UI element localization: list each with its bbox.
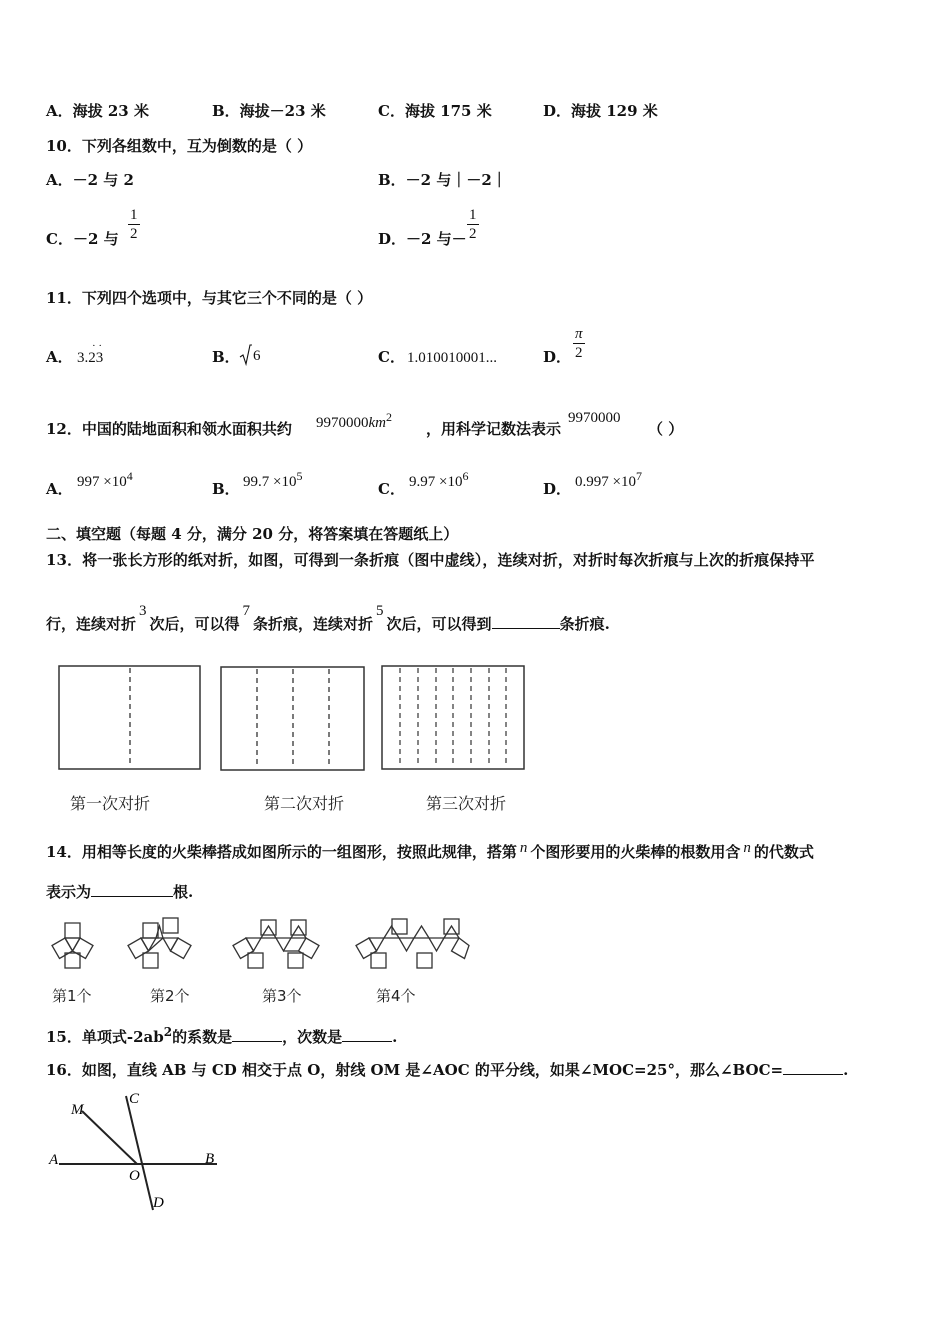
area-exponent: 2 (386, 410, 392, 424)
fraction-denominator: 2 (469, 226, 477, 242)
q14-text: 的代数式 (753, 843, 814, 861)
q12-stem-part3: （ ） (648, 420, 684, 438)
times-ten: ×10 (439, 474, 463, 490)
fold-caption-3: 第三次对折 (426, 794, 507, 813)
q16-text: 16．如图，直线 AB 与 CD 相交于点 O，射线 OM 是∠AOC 的平分线，如果∠MOC=25°，那么∠BOC= (46, 1061, 784, 1079)
q15-text: . (392, 1028, 398, 1046)
q12-number: 9970000 (568, 410, 621, 426)
fraction-denominator: 2 (575, 345, 583, 361)
q10-option-a: A．－2 与 2 (46, 171, 134, 189)
label-d: D (153, 1195, 164, 1211)
area-unit: km (368, 415, 386, 431)
mantissa: 0.997 (575, 474, 609, 490)
q12-stem-part2: ，用科学记数法表示 (426, 420, 562, 438)
q14-text: 个图形要用的火柴棒的根数用含 (530, 843, 741, 861)
matchstick-caption-3: 第3个 (262, 987, 302, 1005)
q13-line1: 13．将一张长方形的纸对折，如图，可得到一条折痕（图中虚线），连续对折，对折时每次折痕与上次的折痕保持平 (46, 551, 815, 569)
var-n: n (519, 840, 528, 856)
q11-d-label: D． (543, 348, 572, 366)
q10-option-b: B．－2 与｜－2｜ (378, 171, 507, 189)
fraction-numerator: π (575, 326, 583, 342)
fold-figure-3 (381, 665, 526, 771)
area-value: 9970000 (316, 415, 369, 431)
num-5: 5 (376, 603, 384, 619)
q15-line (46, 1026, 397, 1045)
q12-b-value (243, 470, 302, 490)
q11-a-label: A． (46, 348, 73, 366)
q15-text: 的系数是 (172, 1028, 233, 1046)
matchstick-caption-4: 第4个 (376, 987, 416, 1005)
section-heading: 二、填空题（每题 4 分，满分 20 分，将答案填在答题纸上） (46, 525, 459, 543)
q12-c-value (409, 470, 468, 490)
q9-option-c: C．海拔 175 米 (378, 102, 492, 120)
q9-option-b: B．海拔－23 米 (212, 102, 326, 120)
q13-text: 条折痕. (559, 615, 610, 633)
exponent: 7 (635, 469, 642, 483)
q12-a-label: A． (46, 480, 73, 498)
q15-text: 15．单项式-2ab (46, 1028, 164, 1046)
q9-option-a: A．海拔 23 米 (46, 102, 149, 120)
q12-b-label: B． (212, 480, 240, 498)
fold-caption-1: 第一次对折 (70, 794, 151, 813)
q12-area (316, 411, 392, 431)
exponent: 5 (296, 469, 303, 483)
fraction-numerator: 1 (130, 207, 138, 223)
fold-figure-2 (220, 666, 366, 772)
label-a: A (49, 1152, 59, 1168)
matchstick-figure-3 (232, 915, 322, 971)
q14-line1 (46, 840, 814, 861)
exponent: 2 (163, 1025, 173, 1039)
q12-d-label: D． (543, 480, 572, 498)
exponent: 6 (462, 469, 469, 483)
answer-blank (492, 614, 560, 629)
mantissa: 9.97 (409, 474, 436, 490)
q13-text: 行，连续对折 (46, 615, 137, 633)
sqrt-sign-icon (240, 344, 252, 366)
num-7: 7 (242, 603, 251, 619)
q16-line (46, 1060, 848, 1078)
label-c: C (129, 1091, 140, 1107)
q11-d-fraction (573, 325, 585, 362)
q10-option-d: D．－2 与－ (378, 230, 467, 248)
matchstick-caption-2: 第2个 (150, 987, 190, 1005)
q11-c-value: 1.010010001... (407, 350, 497, 366)
exponent: 4 (126, 469, 133, 483)
times-ten: ×10 (103, 474, 127, 490)
q11-b-value: 6 (253, 348, 261, 364)
q15-text: ，次数是 (282, 1028, 343, 1046)
fold-caption-2: 第二次对折 (264, 794, 345, 813)
q12-c-label: C． (378, 480, 405, 498)
label-o: O (129, 1168, 140, 1184)
matchstick-caption-1: 第1个 (52, 987, 92, 1005)
fold-figure-1 (58, 665, 202, 771)
q10-d-fraction (467, 206, 479, 243)
q10-stem: 10．下列各组数中，互为倒数的是（ ） (46, 137, 313, 155)
times-ten: ×10 (273, 474, 297, 490)
repeating-dots: · · (92, 340, 103, 352)
q16-text: . (843, 1061, 849, 1079)
mantissa: 99.7 (243, 474, 270, 490)
num-3: 3 (139, 603, 147, 619)
q11-c-label: C． (378, 348, 405, 366)
answer-blank (342, 1027, 392, 1042)
q14-text: 14．用相等长度的火柴棒搭成如图所示的一组图形，按照此规律，搭第 (46, 843, 517, 861)
matchstick-figure-4 (355, 915, 470, 971)
q11-a-value: 3.23 (77, 350, 104, 366)
answer-blank (91, 882, 173, 897)
label-b: B (205, 1151, 215, 1167)
mantissa: 997 (77, 474, 100, 490)
matchstick-figure-1 (48, 915, 100, 971)
times-ten: ×10 (612, 474, 636, 490)
q10-option-c: C．－2 与 (46, 230, 119, 248)
q12-stem-part1: 12．中国的陆地面积和领水面积共约 (46, 420, 292, 438)
q13-text: 次后，可以得 (149, 615, 240, 633)
q12-a-value (77, 470, 133, 490)
q13-text: 条折痕，连续对折 (253, 615, 374, 633)
q12-d-value (575, 470, 642, 490)
q14-text: 表示为 (46, 883, 92, 901)
q13-text: 次后，可以得到 (386, 615, 492, 633)
fraction-denominator: 2 (130, 226, 138, 242)
answer-blank (783, 1060, 843, 1075)
fraction-numerator: 1 (469, 207, 477, 223)
q14-line2 (46, 882, 193, 900)
q9-option-d: D．海拔 129 米 (543, 102, 658, 120)
var-n: n (743, 840, 751, 856)
q11-stem: 11．下列四个选项中，与其它三个不同的是（ ） (46, 289, 373, 307)
q10-c-fraction (128, 206, 140, 243)
angle-figure (45, 1090, 225, 1215)
label-m: M (71, 1102, 84, 1118)
q13-line2 (46, 603, 610, 633)
q14-text: 根. (173, 883, 194, 901)
q11-b-label: B． (212, 348, 240, 366)
answer-blank (232, 1027, 282, 1042)
matchstick-figure-2 (125, 915, 199, 971)
